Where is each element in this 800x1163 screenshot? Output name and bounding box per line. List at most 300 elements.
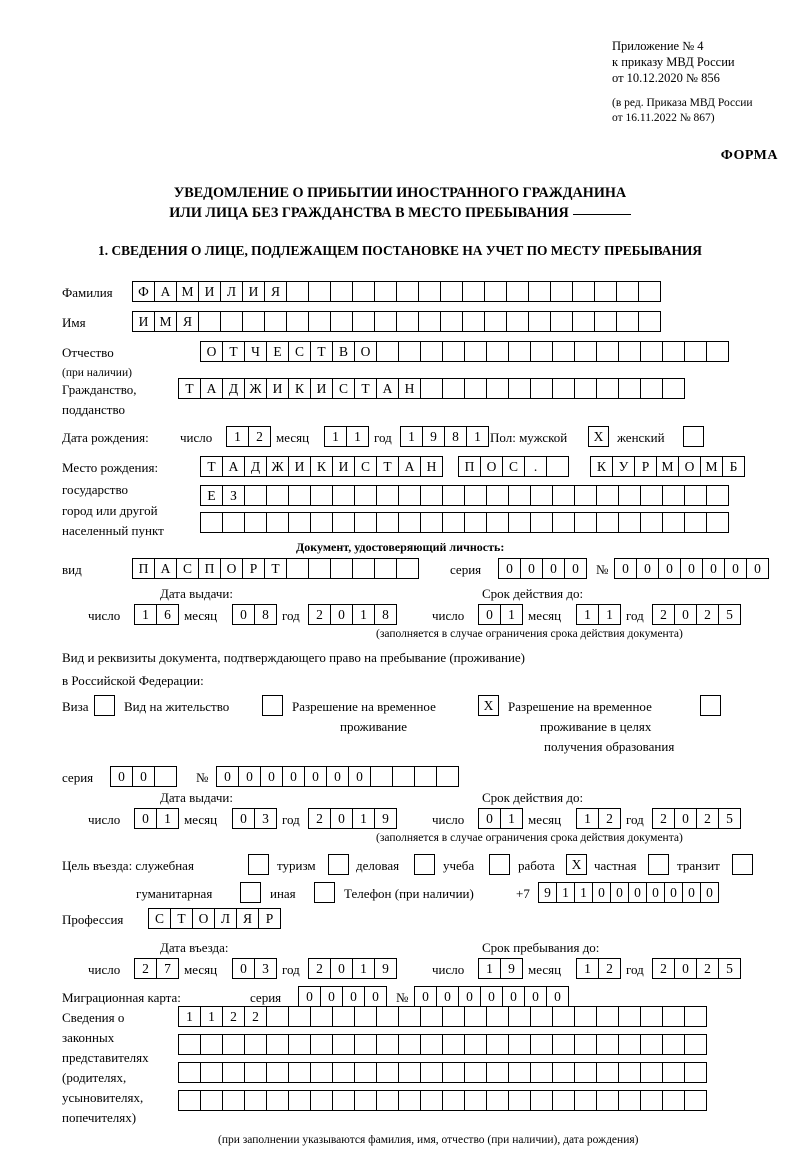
- form-cell[interactable]: 1: [352, 808, 375, 829]
- sex-female-checkbox[interactable]: [683, 426, 704, 447]
- form-cell[interactable]: [662, 378, 685, 399]
- form-cell[interactable]: 0: [232, 808, 255, 829]
- migration-number-input[interactable]: [414, 986, 568, 1007]
- purpose-tourism-checkbox[interactable]: [328, 854, 349, 875]
- form-cell[interactable]: [550, 311, 573, 332]
- doc-valid-day-input[interactable]: [478, 604, 522, 625]
- form-cell[interactable]: [266, 1034, 289, 1055]
- form-cell[interactable]: Т: [178, 378, 201, 399]
- form-cell[interactable]: 9: [538, 882, 557, 903]
- form-cell[interactable]: К: [590, 456, 613, 477]
- form-cell[interactable]: [640, 1034, 663, 1055]
- form-cell[interactable]: 5: [718, 958, 741, 979]
- form-cell[interactable]: 2: [598, 958, 621, 979]
- form-cell[interactable]: 0: [326, 766, 349, 787]
- form-cell[interactable]: [508, 485, 531, 506]
- form-cell[interactable]: 1: [576, 604, 599, 625]
- form-cell[interactable]: Б: [722, 456, 745, 477]
- form-cell[interactable]: О: [200, 341, 223, 362]
- form-cell[interactable]: 0: [636, 558, 659, 579]
- form-cell[interactable]: [398, 341, 421, 362]
- form-cell[interactable]: [486, 512, 509, 533]
- edu-residence-checkbox[interactable]: [700, 695, 721, 716]
- purpose-official-checkbox[interactable]: [248, 854, 269, 875]
- form-cell[interactable]: [530, 485, 553, 506]
- form-cell[interactable]: [266, 1090, 289, 1111]
- form-cell[interactable]: [574, 1034, 597, 1055]
- form-cell[interactable]: С: [176, 558, 199, 579]
- form-cell[interactable]: [486, 1034, 509, 1055]
- entry-month-input[interactable]: [232, 958, 276, 979]
- form-cell[interactable]: [484, 281, 507, 302]
- surname-input[interactable]: [132, 281, 660, 302]
- form-cell[interactable]: [486, 1062, 509, 1083]
- form-cell[interactable]: 0: [458, 986, 481, 1007]
- form-cell[interactable]: Р: [634, 456, 657, 477]
- form-cell[interactable]: Н: [420, 456, 443, 477]
- form-cell[interactable]: [484, 311, 507, 332]
- form-cell[interactable]: 9: [500, 958, 523, 979]
- purpose-other-checkbox[interactable]: [314, 882, 335, 903]
- form-cell[interactable]: [596, 512, 619, 533]
- form-cell[interactable]: [266, 1006, 289, 1027]
- form-cell[interactable]: [442, 378, 465, 399]
- form-cell[interactable]: И: [198, 281, 221, 302]
- form-cell[interactable]: 0: [436, 986, 459, 1007]
- form-cell[interactable]: 0: [520, 558, 543, 579]
- citizenship-input[interactable]: [178, 378, 684, 399]
- form-cell[interactable]: 8: [254, 604, 277, 625]
- form-cell[interactable]: [572, 281, 595, 302]
- doc-valid-month-input[interactable]: [576, 604, 620, 625]
- form-cell[interactable]: [178, 1090, 201, 1111]
- form-cell[interactable]: [464, 1006, 487, 1027]
- form-cell[interactable]: [442, 485, 465, 506]
- form-cell[interactable]: [464, 512, 487, 533]
- doc-issue-day-input[interactable]: [134, 604, 178, 625]
- form-cell[interactable]: 2: [696, 958, 719, 979]
- form-cell[interactable]: 2: [248, 426, 271, 447]
- form-cell[interactable]: [420, 485, 443, 506]
- form-cell[interactable]: Л: [214, 908, 237, 929]
- form-cell[interactable]: [638, 281, 661, 302]
- form-cell[interactable]: 9: [374, 958, 397, 979]
- form-cell[interactable]: [200, 512, 223, 533]
- form-cell[interactable]: [332, 1062, 355, 1083]
- form-cell[interactable]: 0: [478, 604, 501, 625]
- form-cell[interactable]: У: [612, 456, 635, 477]
- form-cell[interactable]: [310, 485, 333, 506]
- form-cell[interactable]: [464, 1090, 487, 1111]
- form-cell[interactable]: [396, 558, 419, 579]
- form-cell[interactable]: О: [220, 558, 243, 579]
- form-cell[interactable]: 2: [652, 808, 675, 829]
- legal-rep-input-row1[interactable]: [178, 1006, 706, 1027]
- form-cell[interactable]: [308, 281, 331, 302]
- form-cell[interactable]: 2: [134, 958, 157, 979]
- form-cell[interactable]: [420, 341, 443, 362]
- permit-valid-day-input[interactable]: [478, 808, 522, 829]
- form-cell[interactable]: [462, 311, 485, 332]
- form-cell[interactable]: 8: [444, 426, 467, 447]
- form-cell[interactable]: [508, 378, 531, 399]
- form-cell[interactable]: 0: [702, 558, 725, 579]
- form-cell[interactable]: 0: [700, 882, 719, 903]
- form-cell[interactable]: 0: [232, 958, 255, 979]
- form-cell[interactable]: [398, 1062, 421, 1083]
- form-cell[interactable]: [330, 311, 353, 332]
- form-cell[interactable]: 3: [254, 808, 277, 829]
- form-cell[interactable]: [508, 1090, 531, 1111]
- form-cell[interactable]: 0: [682, 882, 701, 903]
- form-cell[interactable]: [354, 1062, 377, 1083]
- form-cell[interactable]: [376, 341, 399, 362]
- form-cell[interactable]: [574, 378, 597, 399]
- form-cell[interactable]: 0: [342, 986, 365, 1007]
- form-cell[interactable]: [574, 1090, 597, 1111]
- form-cell[interactable]: [596, 341, 619, 362]
- form-cell[interactable]: [376, 1062, 399, 1083]
- form-cell[interactable]: [332, 1090, 355, 1111]
- doc-kind-input[interactable]: [132, 558, 418, 579]
- form-cell[interactable]: [330, 558, 353, 579]
- form-cell[interactable]: 0: [592, 882, 611, 903]
- birth-city-input-row3[interactable]: [200, 512, 728, 533]
- form-cell[interactable]: [486, 1090, 509, 1111]
- form-cell[interactable]: [154, 766, 177, 787]
- form-cell[interactable]: [530, 1062, 553, 1083]
- purpose-study-checkbox[interactable]: [489, 854, 510, 875]
- purpose-transit-checkbox[interactable]: [732, 854, 753, 875]
- form-cell[interactable]: 2: [652, 958, 675, 979]
- form-cell[interactable]: 5: [718, 808, 741, 829]
- form-cell[interactable]: [684, 1006, 707, 1027]
- form-cell[interactable]: [376, 485, 399, 506]
- form-cell[interactable]: 0: [282, 766, 305, 787]
- form-cell[interactable]: [200, 1090, 223, 1111]
- form-cell[interactable]: 3: [254, 958, 277, 979]
- form-cell[interactable]: [640, 1090, 663, 1111]
- form-cell[interactable]: [286, 311, 309, 332]
- form-cell[interactable]: [618, 1006, 641, 1027]
- form-cell[interactable]: [398, 485, 421, 506]
- form-cell[interactable]: 0: [628, 882, 647, 903]
- form-cell[interactable]: [222, 1062, 245, 1083]
- form-cell[interactable]: [552, 378, 575, 399]
- form-cell[interactable]: [572, 311, 595, 332]
- form-cell[interactable]: [594, 311, 617, 332]
- form-cell[interactable]: [244, 1062, 267, 1083]
- form-cell[interactable]: 1: [574, 882, 593, 903]
- form-cell[interactable]: [442, 1006, 465, 1027]
- form-cell[interactable]: [530, 1090, 553, 1111]
- permit-issue-year-input[interactable]: [308, 808, 396, 829]
- stay-month-input[interactable]: [576, 958, 620, 979]
- form-cell[interactable]: [398, 1034, 421, 1055]
- permit-issue-month-input[interactable]: [232, 808, 276, 829]
- permit-number-input[interactable]: [216, 766, 458, 787]
- form-cell[interactable]: 1: [556, 882, 575, 903]
- form-cell[interactable]: [550, 281, 573, 302]
- birth-place-type-input[interactable]: [458, 456, 568, 477]
- form-cell[interactable]: [244, 1034, 267, 1055]
- form-cell[interactable]: 0: [564, 558, 587, 579]
- form-cell[interactable]: И: [242, 281, 265, 302]
- form-cell[interactable]: [310, 1090, 333, 1111]
- form-cell[interactable]: [440, 281, 463, 302]
- form-cell[interactable]: Т: [264, 558, 287, 579]
- form-cell[interactable]: А: [398, 456, 421, 477]
- form-cell[interactable]: [354, 485, 377, 506]
- permit-valid-month-input[interactable]: [576, 808, 620, 829]
- form-cell[interactable]: 0: [724, 558, 747, 579]
- form-cell[interactable]: 0: [232, 604, 255, 625]
- form-cell[interactable]: 1: [400, 426, 423, 447]
- form-cell[interactable]: [288, 485, 311, 506]
- form-cell[interactable]: Ж: [244, 378, 267, 399]
- form-cell[interactable]: 1: [500, 808, 523, 829]
- form-cell[interactable]: [420, 1090, 443, 1111]
- form-cell[interactable]: А: [376, 378, 399, 399]
- form-cell[interactable]: 1: [346, 426, 369, 447]
- form-cell[interactable]: [354, 1034, 377, 1055]
- form-cell[interactable]: 1: [178, 1006, 201, 1027]
- form-cell[interactable]: [222, 1034, 245, 1055]
- form-cell[interactable]: 1: [500, 604, 523, 625]
- form-cell[interactable]: Ч: [244, 341, 267, 362]
- form-cell[interactable]: П: [132, 558, 155, 579]
- form-cell[interactable]: М: [176, 281, 199, 302]
- birth-city-input-row2[interactable]: [200, 485, 728, 506]
- form-cell[interactable]: Ф: [132, 281, 155, 302]
- form-cell[interactable]: [530, 1034, 553, 1055]
- form-cell[interactable]: [244, 512, 267, 533]
- form-cell[interactable]: [376, 1090, 399, 1111]
- form-cell[interactable]: [308, 311, 331, 332]
- permit-valid-year-input[interactable]: [652, 808, 740, 829]
- form-cell[interactable]: С: [288, 341, 311, 362]
- form-cell[interactable]: [464, 1034, 487, 1055]
- form-cell[interactable]: [220, 311, 243, 332]
- form-cell[interactable]: [684, 341, 707, 362]
- form-cell[interactable]: [530, 512, 553, 533]
- form-cell[interactable]: 1: [478, 958, 501, 979]
- form-cell[interactable]: [442, 1062, 465, 1083]
- form-cell[interactable]: И: [132, 311, 155, 332]
- form-cell[interactable]: 0: [330, 808, 353, 829]
- form-cell[interactable]: 5: [718, 604, 741, 625]
- form-cell[interactable]: 6: [156, 604, 179, 625]
- form-cell[interactable]: О: [354, 341, 377, 362]
- form-cell[interactable]: .: [524, 456, 547, 477]
- form-cell[interactable]: [574, 1062, 597, 1083]
- form-cell[interactable]: [684, 485, 707, 506]
- form-cell[interactable]: [662, 341, 685, 362]
- form-cell[interactable]: К: [288, 378, 311, 399]
- form-cell[interactable]: [618, 1034, 641, 1055]
- form-cell[interactable]: 2: [244, 1006, 267, 1027]
- form-cell[interactable]: 0: [646, 882, 665, 903]
- form-cell[interactable]: 8: [374, 604, 397, 625]
- form-cell[interactable]: [464, 341, 487, 362]
- form-cell[interactable]: [486, 378, 509, 399]
- form-cell[interactable]: 9: [422, 426, 445, 447]
- form-cell[interactable]: [310, 1062, 333, 1083]
- doc-issue-year-input[interactable]: [308, 604, 396, 625]
- form-cell[interactable]: [310, 1034, 333, 1055]
- form-cell[interactable]: [442, 512, 465, 533]
- form-cell[interactable]: [546, 456, 569, 477]
- form-cell[interactable]: [508, 1062, 531, 1083]
- form-cell[interactable]: [396, 311, 419, 332]
- form-cell[interactable]: 9: [374, 808, 397, 829]
- form-cell[interactable]: [486, 341, 509, 362]
- form-cell[interactable]: [528, 281, 551, 302]
- form-cell[interactable]: [594, 281, 617, 302]
- form-cell[interactable]: [414, 766, 437, 787]
- form-cell[interactable]: [442, 1034, 465, 1055]
- form-cell[interactable]: 2: [696, 808, 719, 829]
- form-cell[interactable]: [528, 311, 551, 332]
- form-cell[interactable]: [640, 341, 663, 362]
- form-cell[interactable]: [200, 1034, 223, 1055]
- form-cell[interactable]: 0: [330, 604, 353, 625]
- form-cell[interactable]: Т: [222, 341, 245, 362]
- form-cell[interactable]: Р: [258, 908, 281, 929]
- form-cell[interactable]: 0: [664, 882, 683, 903]
- form-cell[interactable]: [574, 1006, 597, 1027]
- form-cell[interactable]: Е: [266, 341, 289, 362]
- name-input[interactable]: [132, 311, 660, 332]
- form-cell[interactable]: [464, 485, 487, 506]
- form-cell[interactable]: 2: [696, 604, 719, 625]
- form-cell[interactable]: 0: [348, 766, 371, 787]
- form-cell[interactable]: 0: [674, 958, 697, 979]
- form-cell[interactable]: [618, 485, 641, 506]
- form-cell[interactable]: Т: [170, 908, 193, 929]
- form-cell[interactable]: 0: [674, 808, 697, 829]
- form-cell[interactable]: [398, 1090, 421, 1111]
- form-cell[interactable]: 0: [542, 558, 565, 579]
- form-cell[interactable]: 1: [466, 426, 489, 447]
- form-cell[interactable]: [376, 512, 399, 533]
- form-cell[interactable]: [442, 1090, 465, 1111]
- form-cell[interactable]: И: [332, 456, 355, 477]
- form-cell[interactable]: 2: [652, 604, 675, 625]
- form-cell[interactable]: К: [310, 456, 333, 477]
- form-cell[interactable]: 0: [330, 958, 353, 979]
- form-cell[interactable]: 0: [746, 558, 769, 579]
- form-cell[interactable]: [418, 311, 441, 332]
- form-cell[interactable]: И: [266, 378, 289, 399]
- form-cell[interactable]: [352, 281, 375, 302]
- form-cell[interactable]: Л: [220, 281, 243, 302]
- form-cell[interactable]: С: [354, 456, 377, 477]
- form-cell[interactable]: [332, 485, 355, 506]
- form-cell[interactable]: Я: [176, 311, 199, 332]
- form-cell[interactable]: [264, 311, 287, 332]
- form-cell[interactable]: И: [310, 378, 333, 399]
- form-cell[interactable]: [662, 1062, 685, 1083]
- sex-male-checkbox[interactable]: X: [588, 426, 609, 447]
- form-cell[interactable]: [222, 512, 245, 533]
- form-cell[interactable]: [310, 1006, 333, 1027]
- form-cell[interactable]: [286, 281, 309, 302]
- form-cell[interactable]: 0: [132, 766, 155, 787]
- form-cell[interactable]: [420, 1034, 443, 1055]
- doc-number-input[interactable]: [614, 558, 768, 579]
- form-cell[interactable]: 0: [524, 986, 547, 1007]
- residence-permit-checkbox[interactable]: [262, 695, 283, 716]
- form-cell[interactable]: 1: [156, 808, 179, 829]
- form-cell[interactable]: [308, 558, 331, 579]
- form-cell[interactable]: [552, 1034, 575, 1055]
- form-cell[interactable]: [662, 485, 685, 506]
- form-cell[interactable]: [552, 512, 575, 533]
- form-cell[interactable]: [706, 485, 729, 506]
- form-cell[interactable]: 0: [134, 808, 157, 829]
- form-cell[interactable]: [574, 512, 597, 533]
- form-cell[interactable]: [684, 1090, 707, 1111]
- form-cell[interactable]: М: [700, 456, 723, 477]
- form-cell[interactable]: В: [332, 341, 355, 362]
- purpose-humanitarian-checkbox[interactable]: [240, 882, 261, 903]
- form-cell[interactable]: А: [222, 456, 245, 477]
- form-cell[interactable]: 1: [352, 958, 375, 979]
- form-cell[interactable]: [508, 1006, 531, 1027]
- form-cell[interactable]: Е: [200, 485, 223, 506]
- form-cell[interactable]: 0: [480, 986, 503, 1007]
- form-cell[interactable]: О: [480, 456, 503, 477]
- legal-rep-input-row3[interactable]: [178, 1062, 706, 1083]
- form-cell[interactable]: Я: [236, 908, 259, 929]
- legal-rep-input-row4[interactable]: [178, 1090, 706, 1111]
- form-cell[interactable]: О: [678, 456, 701, 477]
- form-cell[interactable]: [618, 378, 641, 399]
- form-cell[interactable]: 7: [156, 958, 179, 979]
- form-cell[interactable]: [198, 311, 221, 332]
- form-cell[interactable]: [684, 512, 707, 533]
- form-cell[interactable]: [684, 1062, 707, 1083]
- form-cell[interactable]: А: [154, 281, 177, 302]
- form-cell[interactable]: [418, 281, 441, 302]
- form-cell[interactable]: [266, 512, 289, 533]
- form-cell[interactable]: [618, 1062, 641, 1083]
- form-cell[interactable]: [420, 1006, 443, 1027]
- form-cell[interactable]: [352, 311, 375, 332]
- form-cell[interactable]: [354, 1006, 377, 1027]
- form-cell[interactable]: 2: [308, 604, 331, 625]
- form-cell[interactable]: [596, 1006, 619, 1027]
- form-cell[interactable]: [574, 341, 597, 362]
- form-cell[interactable]: [530, 1006, 553, 1027]
- form-cell[interactable]: [596, 1034, 619, 1055]
- form-cell[interactable]: С: [332, 378, 355, 399]
- form-cell[interactable]: [552, 1062, 575, 1083]
- form-cell[interactable]: 1: [576, 958, 599, 979]
- form-cell[interactable]: 1: [324, 426, 347, 447]
- form-cell[interactable]: [354, 1090, 377, 1111]
- form-cell[interactable]: Т: [354, 378, 377, 399]
- form-cell[interactable]: [640, 1006, 663, 1027]
- form-cell[interactable]: О: [192, 908, 215, 929]
- form-cell[interactable]: 1: [200, 1006, 223, 1027]
- form-cell[interactable]: [464, 1062, 487, 1083]
- form-cell[interactable]: [506, 281, 529, 302]
- form-cell[interactable]: Д: [222, 378, 245, 399]
- form-cell[interactable]: [242, 311, 265, 332]
- form-cell[interactable]: 0: [546, 986, 569, 1007]
